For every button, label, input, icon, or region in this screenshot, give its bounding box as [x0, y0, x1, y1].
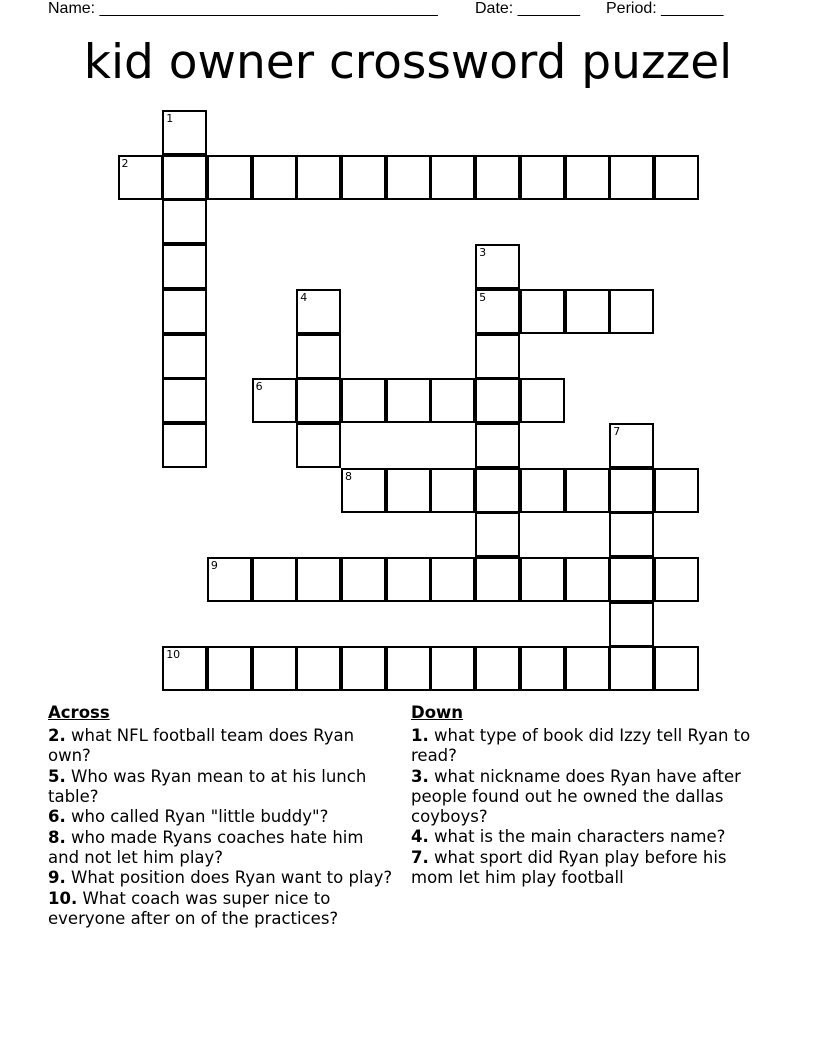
grid-cell[interactable] [430, 646, 475, 691]
grid-cell[interactable] [520, 646, 565, 691]
grid-cell[interactable] [162, 646, 207, 691]
grid-cell[interactable] [296, 155, 341, 200]
grid-cell[interactable] [162, 378, 207, 423]
grid-cell[interactable] [654, 468, 699, 513]
grid-cell[interactable] [162, 199, 207, 244]
clue-number: 9. [48, 868, 66, 887]
grid-cell[interactable] [609, 646, 654, 691]
clue-across-10 [48, 889, 398, 929]
grid-cell[interactable] [609, 468, 654, 513]
cell-number: 8 [345, 469, 352, 483]
grid-cell[interactable] [386, 646, 431, 691]
date-field: Date: _______ [475, 0, 580, 17]
clue-number: 8. [48, 827, 66, 847]
grid-cell[interactable] [565, 468, 610, 513]
clue-across-9 [48, 868, 398, 888]
grid-cell[interactable] [207, 155, 252, 200]
grid-cell[interactable] [162, 155, 207, 200]
grid-cell[interactable] [609, 557, 654, 602]
grid-cell[interactable] [475, 557, 520, 602]
grid-cell[interactable] [162, 110, 207, 155]
grid-cell[interactable] [654, 646, 699, 691]
grid-cell[interactable] [207, 646, 252, 691]
grid-cell[interactable] [609, 289, 654, 334]
cell-number: 1 [166, 112, 174, 125]
clue-text: Who was Ryan mean to at his lunch table? [48, 766, 367, 806]
clue-text: what nickname does Ryan have after people found out he owned the dallas coyboys? [411, 766, 741, 826]
grid-cell[interactable] [520, 468, 565, 513]
clue-down-7 [411, 848, 771, 888]
grid-cell[interactable] [520, 289, 565, 334]
grid-cell[interactable] [565, 289, 610, 334]
grid-cell[interactable] [475, 378, 520, 423]
grid-cell[interactable] [296, 289, 341, 334]
grid-cell[interactable] [252, 646, 297, 691]
clue-number: 6. [48, 807, 66, 826]
cell-number: 3 [479, 246, 487, 260]
grid-cell[interactable] [162, 423, 207, 468]
clue-text: who called Ryan "little buddy"? [71, 807, 329, 826]
grid-cell[interactable] [162, 289, 207, 334]
grid-cell[interactable] [475, 423, 520, 468]
down-heading: Down [411, 703, 464, 722]
grid-cell[interactable] [475, 512, 520, 557]
grid-cell[interactable] [252, 557, 297, 602]
puzzle-title: kid owner crossword puzzel [83, 35, 733, 90]
grid-cell[interactable] [296, 378, 341, 423]
grid-cell[interactable] [475, 289, 520, 334]
grid-cell[interactable] [430, 468, 475, 513]
grid-cell[interactable] [520, 378, 565, 423]
clue-text: What position does Ryan want to play? [71, 868, 393, 887]
grid-cell[interactable] [520, 557, 565, 602]
grid-cell[interactable] [386, 378, 431, 423]
grid-cell[interactable] [430, 155, 475, 200]
grid-cell[interactable] [341, 378, 386, 423]
grid-cell[interactable] [252, 378, 297, 423]
grid-cell[interactable] [386, 557, 431, 602]
grid-cell[interactable] [430, 557, 475, 602]
clue-number: 10. [48, 888, 78, 908]
clue-down-4 [411, 827, 771, 847]
grid-cell[interactable] [654, 557, 699, 602]
grid-cell[interactable] [475, 244, 520, 289]
grid-cell[interactable] [609, 512, 654, 557]
grid-cell[interactable] [341, 557, 386, 602]
grid-cell[interactable] [609, 602, 654, 647]
grid-cell[interactable] [207, 557, 252, 602]
grid-cell[interactable] [162, 244, 207, 289]
clue-across-5 [48, 767, 398, 807]
cell-number: 9 [210, 559, 218, 572]
grid-cell[interactable] [118, 155, 163, 200]
grid-cell[interactable] [252, 155, 297, 200]
clue-text: what is the main characters name? [434, 827, 726, 846]
clue-across-8 [48, 828, 398, 868]
cell-number: 4 [300, 290, 308, 304]
clue-text: what sport did Ryan play before his mom let him play football [411, 847, 727, 887]
cell-number: 5 [479, 290, 487, 304]
grid-cell[interactable] [609, 423, 654, 468]
clue-text: what type of book did Izzy tell Ryan to read? [411, 726, 751, 765]
clue-text: What coach was super nice to everyone after on of the practices? [48, 888, 339, 928]
grid-cell[interactable] [475, 468, 520, 513]
clue-across-6 [48, 807, 398, 827]
grid-cell[interactable] [609, 155, 654, 200]
clue-number: 1. [411, 726, 429, 745]
clue-number: 3. [411, 766, 429, 786]
grid-cell[interactable] [296, 646, 341, 691]
grid-cell[interactable] [386, 155, 431, 200]
grid-cell[interactable] [296, 334, 341, 379]
grid-cell[interactable] [475, 334, 520, 379]
clue-number: 4. [411, 827, 429, 846]
grid-cell[interactable] [430, 378, 475, 423]
clue-number: 7. [411, 847, 429, 867]
grid-cell[interactable] [475, 646, 520, 691]
grid-cell[interactable] [565, 155, 610, 200]
across-clues [48, 702, 398, 929]
clue-number: 2. [48, 726, 66, 745]
clue-down-1 [411, 726, 771, 766]
grid-cell[interactable] [162, 334, 207, 379]
period-field: Period: _______ [606, 0, 724, 17]
grid-cell[interactable] [565, 646, 610, 691]
grid-cell[interactable] [386, 468, 431, 513]
cell-number: 10 [166, 648, 181, 662]
grid-cell[interactable] [475, 155, 520, 200]
clue-across-2 [48, 726, 398, 766]
down-clues [411, 702, 771, 888]
grid-cell[interactable] [654, 155, 699, 200]
cell-number: 7 [613, 424, 621, 438]
grid-cell[interactable] [296, 557, 341, 602]
grid-cell[interactable] [341, 468, 386, 513]
grid-cell[interactable] [296, 423, 341, 468]
clue-text: who made Ryans coaches hate him and not let him play? [48, 827, 364, 867]
grid-cell[interactable] [565, 557, 610, 602]
clue-number: 5. [48, 766, 66, 786]
cell-number: 6 [255, 380, 263, 394]
grid-cell[interactable] [341, 155, 386, 200]
clue-text: what NFL football team does Ryan own? [48, 726, 355, 765]
across-heading: Across [48, 703, 110, 722]
grid-cell[interactable] [341, 646, 386, 691]
grid-cell[interactable] [520, 155, 565, 200]
name-field: Name: ______________________________________ [48, 0, 438, 17]
cell-number: 2 [121, 156, 129, 170]
clue-down-3 [411, 767, 771, 827]
